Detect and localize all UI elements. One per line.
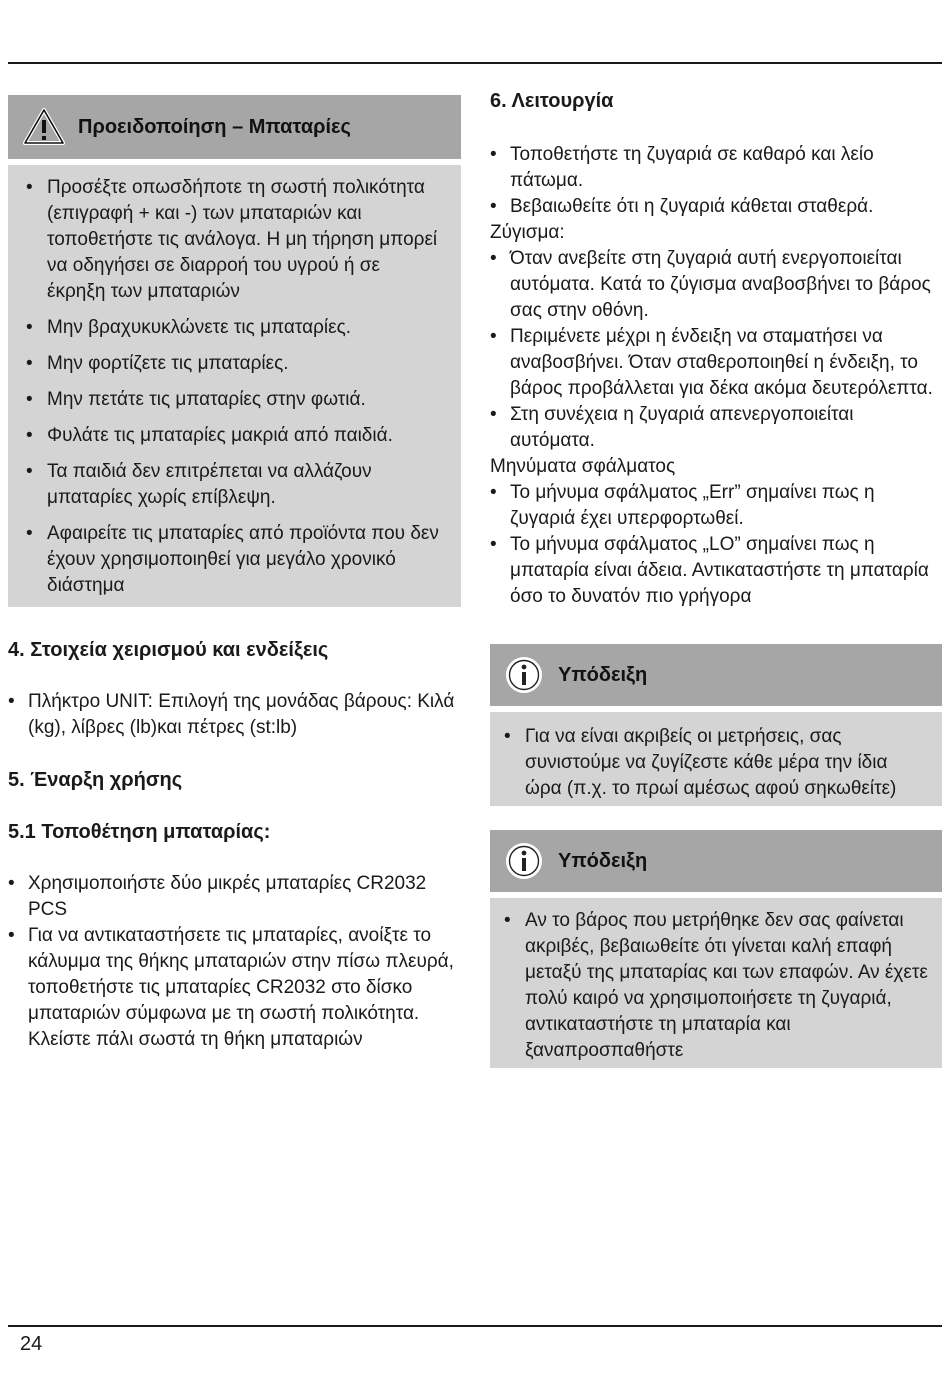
bottom-rule — [8, 1325, 942, 1327]
section-6-heading: 6. Λειτουργία — [490, 90, 614, 112]
tip-list — [504, 724, 928, 802]
warning-list — [26, 175, 443, 599]
top-rule — [8, 62, 942, 64]
warning-triangle-icon — [22, 107, 66, 147]
warning-box — [8, 95, 461, 607]
tip-box — [490, 830, 942, 1068]
tip-box-header — [490, 830, 942, 892]
section-6-list-weighing — [490, 246, 942, 454]
tip-box — [490, 644, 942, 806]
tip-title: Υπόδειξη — [558, 849, 648, 872]
list-item: • Το μήνυμα σφάλματος „LO” σημαίνει πως η μπαταρία είναι άδεια. Αντικαταστήστε τη μπαταρία όσο το δυνατόν πιο γρήγορα — [490, 532, 942, 610]
warning-box-header — [8, 95, 461, 159]
list-item: • Φυλάτε τις μπαταρίες μακριά από παιδιά. — [26, 423, 443, 449]
section-6-body — [490, 142, 942, 610]
right-column — [490, 88, 942, 1068]
warning-title: Προειδοποίηση – Μπαταρίες — [78, 115, 351, 138]
list-item: • Για να είναι ακριβείς οι μετρήσεις, σας συνιστούμε να ζυγίζεστε κάθε μέρα την ίδια ώρα (π.χ. το πρωί αμέσως αφού σηκωθείτε) — [504, 724, 928, 802]
list-item: • Αν το βάρος που μετρήθηκε δεν σας φαίνεται ακριβές, βεβαιωθείτε ότι γίνεται καλή επαφή μεταξύ της μπαταρίας και των επαφών. Αν έχετε πολύ καιρό να χρησιμοποιήσετε τη ζυγαριά, αντικαταστήστε τη μπαταρία και ξαναπροσπαθήστε — [504, 908, 928, 1064]
info-icon — [504, 655, 544, 695]
list-item: • Πλήκτρο UNIT: Επιλογή της μονάδας βάρους: Κιλά (kg), λίβρες (lb)και πέτρες (st:lb) — [8, 689, 461, 741]
list-item: • Προσέξτε οπωσδήποτε τη σωστή πολικότητα (επιγραφή + και -) των μπαταριών και τοποθετήστε τις ανάλογα. Η μη τήρηση μπορεί να οδηγήσει σε διαρροή του υγρού ή σε έκρηξη των μπαταριών — [26, 175, 443, 305]
list-item: • Για να αντικαταστήσετε τις μπαταρίες, ανοίξτε το κάλυμμα της θήκης μπαταριών στην πίσω πλευρά, τοποθετήστε τις μπαταρίες CR2032 στο δίσκο μπαταριών σύμφωνα με τη σωστή πολικότητα. Κλείστε πάλι σωστά τη θήκη μπαταριών — [8, 923, 461, 1053]
tip-box-header — [490, 644, 942, 706]
tip-box-body — [490, 898, 942, 1068]
tip-list — [504, 908, 928, 1064]
error-messages-label: Μηνύματα σφάλματος — [490, 456, 676, 477]
page-number: 24 — [20, 1333, 43, 1355]
list-item: • Το μήνυμα σφάλματος „Err” σημαίνει πως η ζυγαριά έχει υπερφορτωθεί. — [490, 480, 942, 532]
list-item: • Βεβαιωθείτε ότι η ζυγαριά κάθεται σταθερά. — [490, 194, 942, 220]
tip-title: Υπόδειξη — [558, 663, 648, 686]
section-5-1-list — [8, 871, 461, 1053]
left-column — [8, 95, 461, 1053]
list-item: • Αφαιρείτε τις μπαταρίες από προϊόντα που δεν έχουν χρησιμοποιηθεί για μεγάλο χρονικό διάστημα — [26, 521, 443, 599]
section-5-heading: 5. Έναρξη χρήσης — [8, 769, 183, 791]
list-item: • Τα παιδιά δεν επιτρέπεται να αλλάζουν μπαταρίες χωρίς επίβλεψη. — [26, 459, 443, 511]
tip-box-body — [490, 712, 942, 806]
list-item: • Μην βραχυκυκλώνετε τις μπαταρίες. — [26, 315, 443, 341]
list-item: • Μην πετάτε τις μπαταρίες στην φωτιά. — [26, 387, 443, 413]
section-6-list-setup — [490, 142, 942, 220]
list-item: • Όταν ανεβείτε στη ζυγαριά αυτή ενεργοποιείται αυτόματα. Κατά το ζύγισμα αναβοσβήνει το βάρος σας στην οθόνη. — [490, 246, 942, 324]
list-item: • Στη συνέχεια η ζυγαριά απενεργοποιείται αυτόματα. — [490, 402, 942, 454]
section-4-list — [8, 689, 461, 741]
list-item: • Μην φορτίζετε τις μπαταρίες. — [26, 351, 443, 377]
section-4-heading: 4. Στοιχεία χειρισμού και ενδείξεις — [8, 639, 329, 661]
list-item: • Περιμένετε μέχρι η ένδειξη να σταματήσει να αναβοσβήνει. Όταν σταθεροποιηθεί η ένδειξη, το βάρος προβάλλεται για δέκα ακόμα δευτερόλεπτα. — [490, 324, 942, 402]
section-5-1-heading: 5.1 Τοποθέτηση μπαταρίας: — [8, 821, 271, 843]
weighing-label: Ζύγισμα: — [490, 222, 565, 243]
section-6-list-errors — [490, 480, 942, 610]
list-item: • Τοποθετήστε τη ζυγαριά σε καθαρό και λείο πάτωμα. — [490, 142, 942, 194]
info-icon — [504, 841, 544, 881]
warning-box-body — [8, 165, 461, 607]
list-item: • Χρησιμοποιήστε δύο μικρές μπαταρίες CR2032 PCS — [8, 871, 461, 923]
